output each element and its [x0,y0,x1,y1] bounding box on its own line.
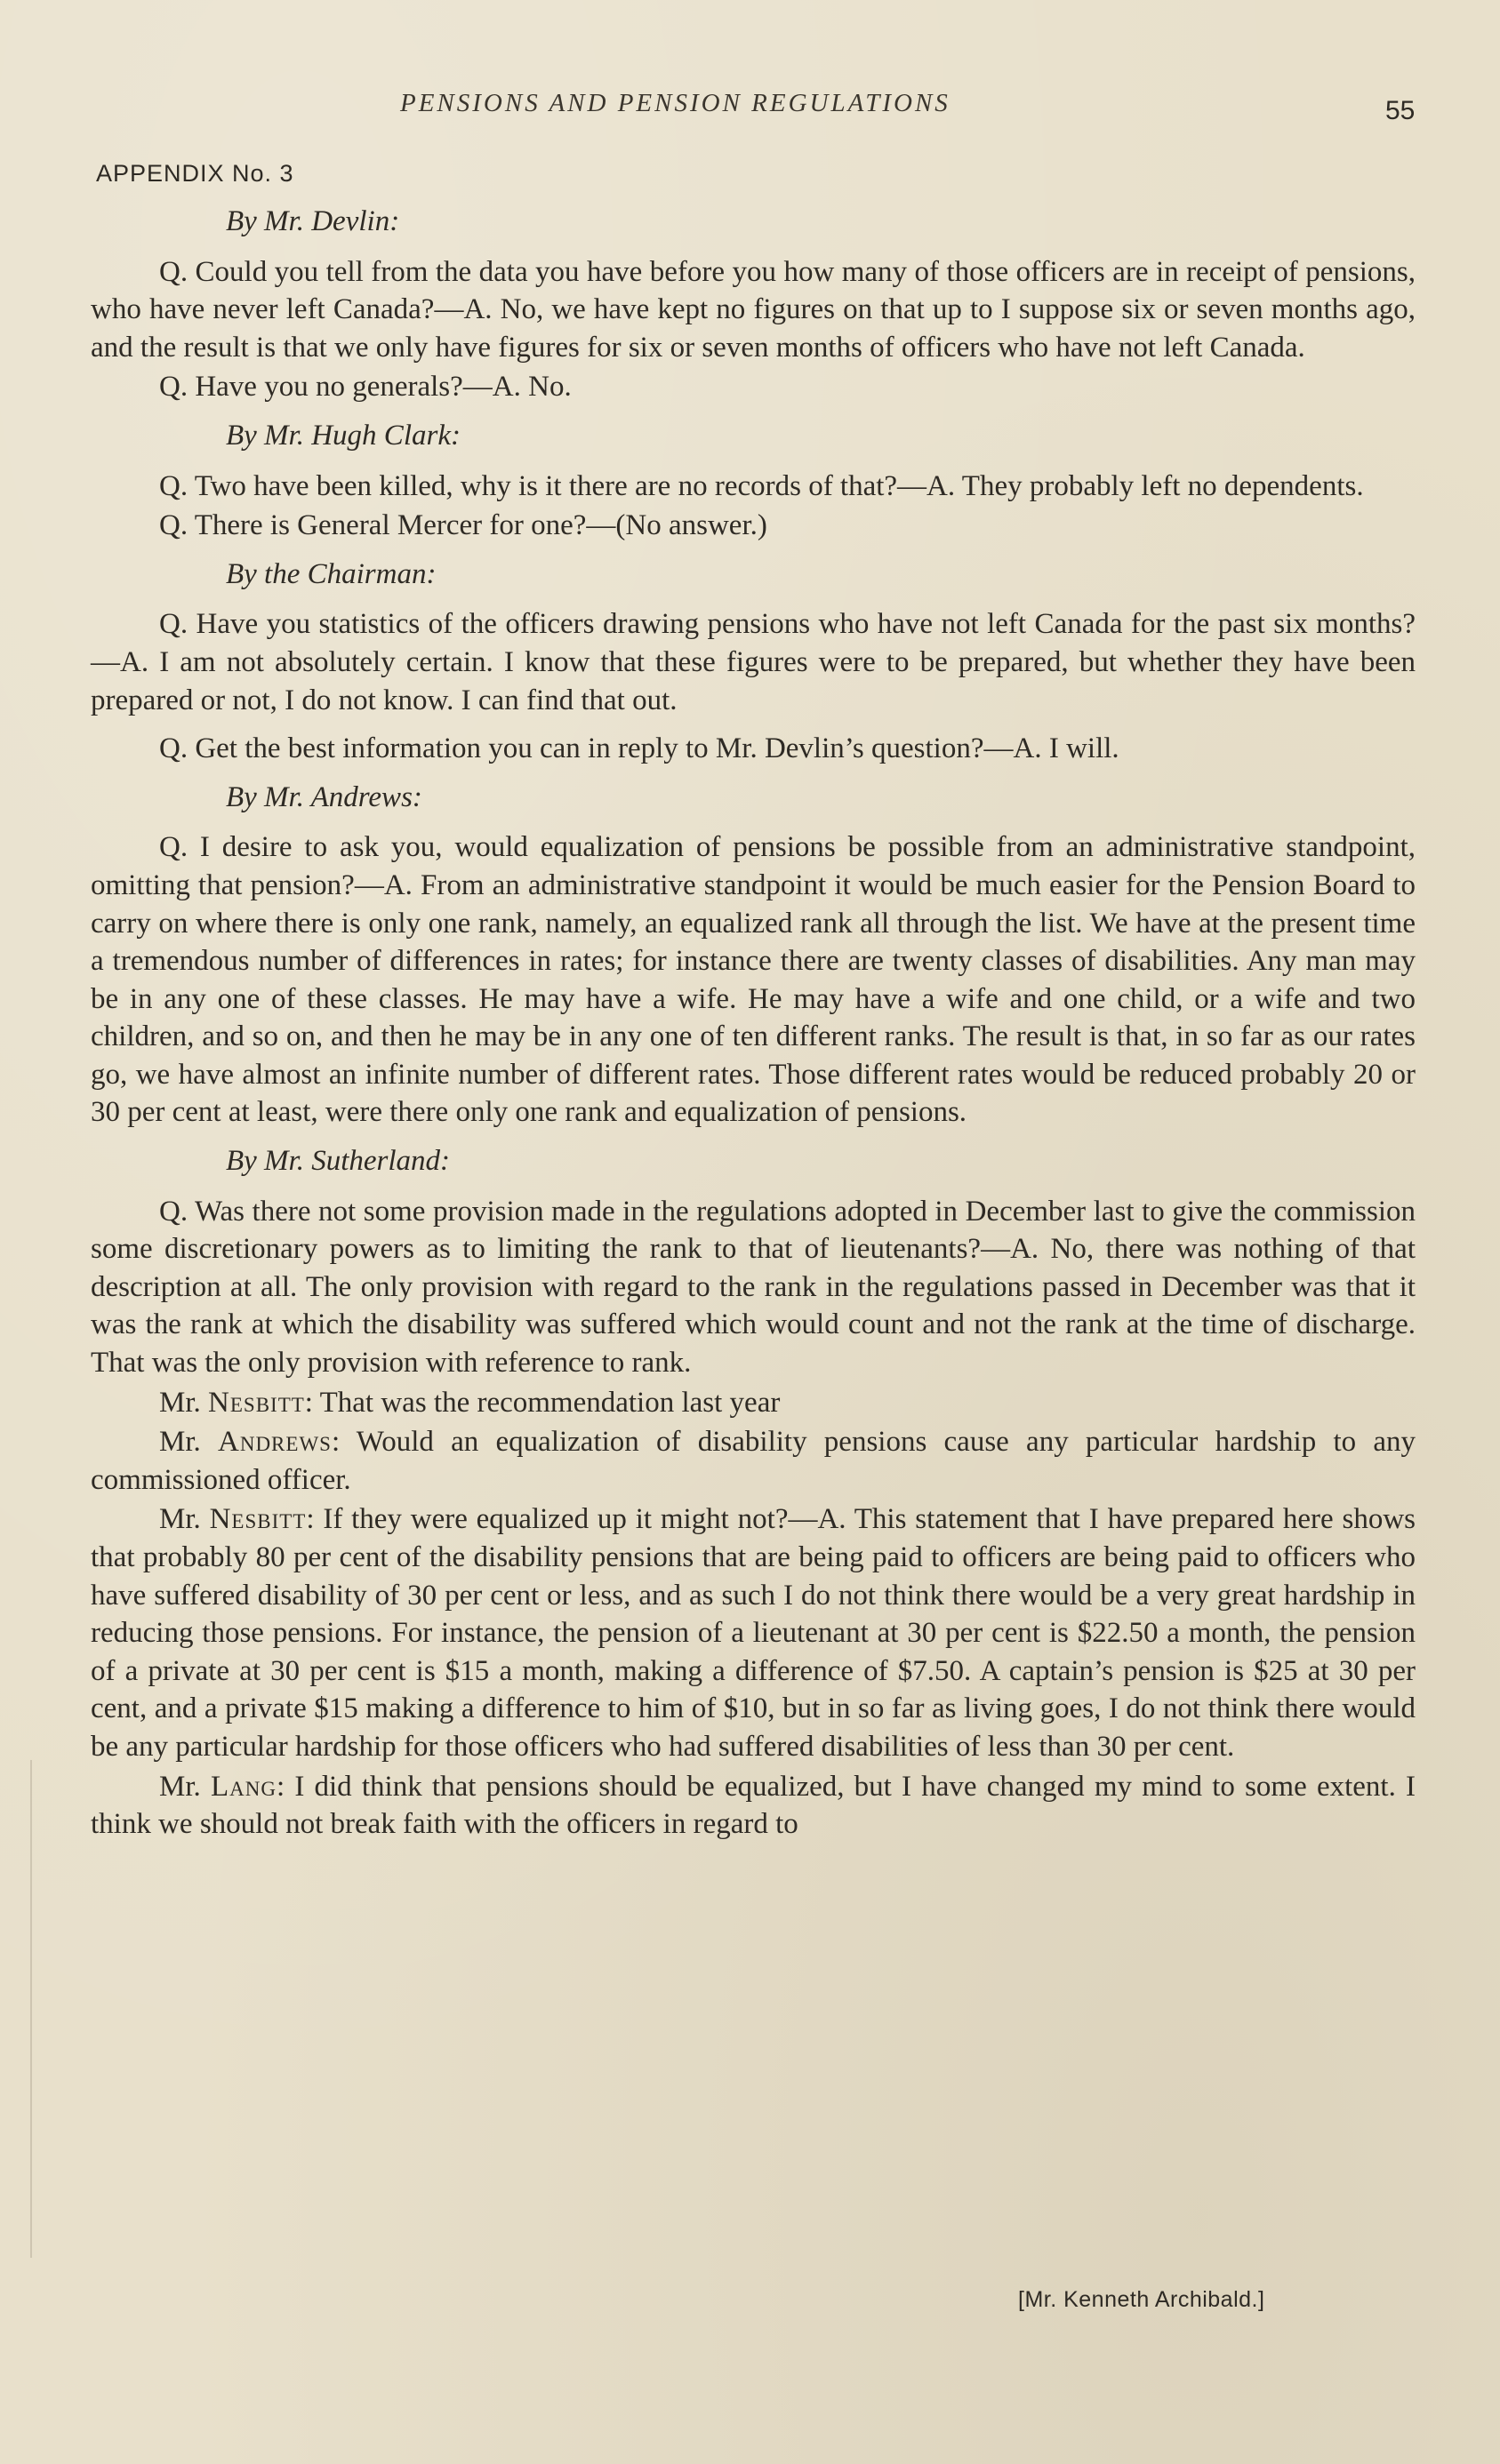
speaker-heading: By Mr. Hugh Clark: [226,419,461,452]
dialog-paragraph [91,1423,1416,1499]
speaker-name: Nesbitt [208,1386,305,1419]
dialog-text: : Would an equalization of disability pensions cause any particular hardship to any commissioned officer. [91,1426,1416,1496]
dialog-text: : I did think that pensions should be equalized, but I have changed my mind to some extent. I think we should not break faith with the officers in regard to [91,1770,1416,1841]
body-text [91,203,1416,1845]
dialog-prefix: Mr. [159,1426,218,1459]
dialog-text: : If they were equalized up it might not?—A. This statement that I have prepared here shows that probably 80 per cent of the disability pensions that are being paid to officers are being paid to officers who have suffered disability of 30 per cent or less, and as such I do not think there would be a very great hardship in reducing those pensions. For instance, the pension of a lieutenant at 30 per cent is $22.50 a month, the pension of a private at 30 per cent is $15 a month, making a difference of $7.50. A captain’s pension is $25 at 30 per cent, and a private $15 making a difference to him of $10, but in so far as living goes, I do not think there would be any particular hardship for those officers who had suffered disabilities of less than 30 per cent. [91,1503,1416,1763]
speaker-heading: By Mr. Sutherland: [226,1145,451,1178]
page-number: 55 [1385,96,1416,125]
running-head: PENSIONS AND PENSION REGULATIONS [400,89,951,117]
dialog-prefix: Mr. [159,1770,211,1803]
dialog-paragraph [91,1500,1416,1765]
paragraph: Q. There is General Mercer for one?—(No answer.) [159,509,767,542]
speaker-heading: By Mr. Andrews: [226,780,422,813]
paragraph: Q. Could you tell from the data you have before you how many of those officers are in receipt of pensions, who have never left Canada?—A. No, we have kept no figures on that up to I suppose six or seven months ago, and the result is that we only have figures for six or seven months of officers who have not left Canada. [91,255,1416,364]
appendix-label: APPENDIX No. 3 [96,160,294,187]
speaker-name: Nesbitt [209,1503,307,1536]
dialog-prefix: Mr. [159,1386,209,1419]
speaker-heading: By Mr. Devlin: [226,205,400,237]
paragraph: Q. Was there not some provision made in the regulations adopted in December last to give the commission some discretionary powers as to limiting the rank to that of lieutenants?—A. No, there was nothing of that description at all. The only provision with regard to the rank in the regulations passed in December was that it was the rank at which the disability was suffered which would count and not the rank at the time of discharge. That was the only provision with reference to rank. [91,1195,1416,1380]
speaker-name: Lang [210,1770,277,1803]
speaker-name: Andrews [218,1426,332,1459]
paragraph: Q. I desire to ask you, would equalization of pensions be possible from an administrative standpoint, omitting that pension?—A. From an administrative standpoint it would be much easier for the Pension Board to carry on where there is only one rank, namely, an equalized rank all through the list. We have at the present time a tremendous number of differences in rates; for instance there are twenty classes of disabilities. Any man may be in any one of these classes. He may have a wife. He may have a wife and one child, or a wife and two children, and so on, and then he may be in any one of ten different ranks. The result is that, in so far as our rates go, we have almost an infinite number of different rates. Those different rates would be reduced probably 20 or 30 per cent at least, were there only one rank and equalization of pensions. [91,831,1416,1129]
paragraph: Q. Have you no generals?—A. No. [159,371,572,404]
dialog-paragraph [91,1768,1416,1844]
dialog-text: : That was the recommendation last year [304,1386,781,1419]
dialog-paragraph [91,1384,1416,1422]
paragraph: Q. Have you statistics of the officers drawing pensions who have not left Canada for the past six months?—A. I am not absolutely certain. I know that these figures were to be prepared, but whether they have been prepared or not, I do not know. I can find that out. [91,608,1416,716]
paragraph: Q. Get the best information you can in reply to Mr. Devlin’s question?—A. I will. [159,732,1119,765]
dialog-prefix: Mr. [159,1503,210,1536]
margin-divider [30,1760,32,2258]
paragraph: Q. Two have been killed, why is it there are no records of that?—A. They probably left no dependents. [159,469,1364,502]
speaker-heading: By the Chairman: [226,557,437,590]
footer-note: [Mr. Kenneth Archibald.] [1018,2287,1265,2312]
